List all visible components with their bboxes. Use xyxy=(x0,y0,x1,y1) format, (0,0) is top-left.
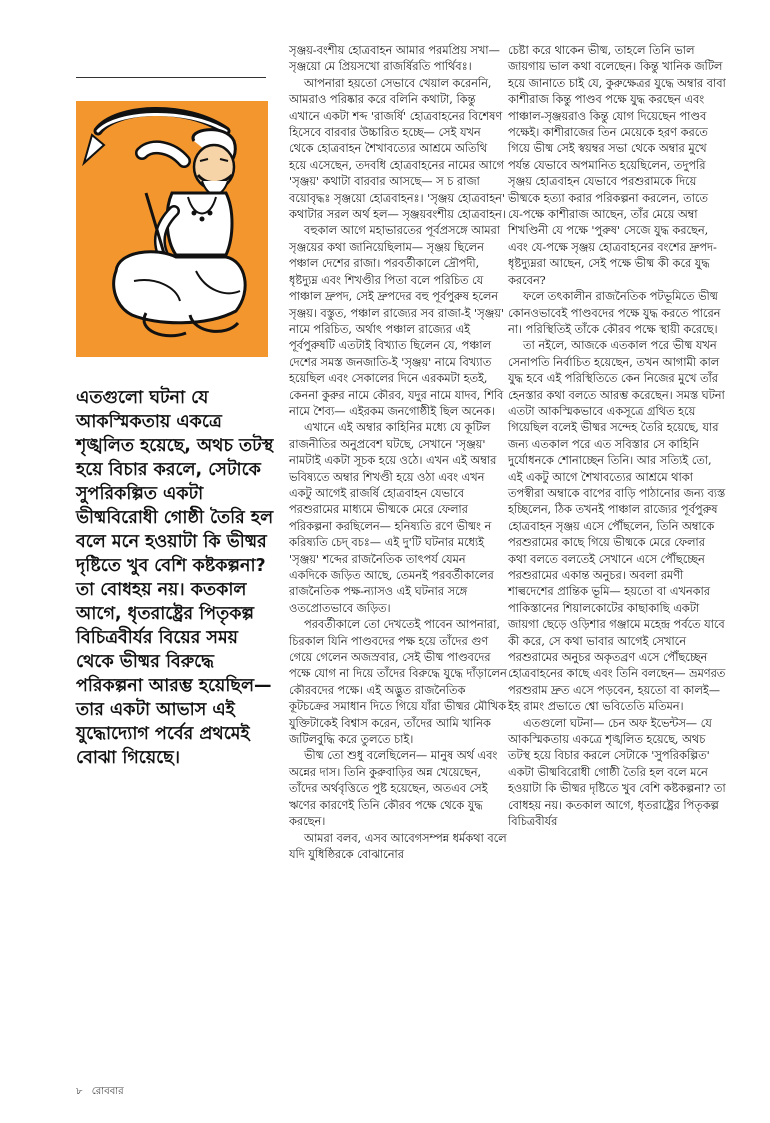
paragraph: পরবর্তীকালে তো দেখতেই পাবেন আপনারা, চিরকাল যিনি পাণ্ডবদের পক্ষ হয়ে তাঁদের গুণ গেয়ে গেলেন অজস্রবার, সেই ভীষ্ম পাণ্ডবদের পক্ষে যোগ না দিয়ে তাঁদের বিরুদ্ধে যুদ্ধে দাঁড়ালেন কৌরবদের পক্ষে। এই অদ্ভুত রাজনৈতিক কূটচক্রের সমাধান দিতে গিয়ে যাঁরা ভীষ্মর মৌখিক যুক্তিটাকেই বিশ্বাস করেন, তাঁদের আমি খানিক জটিলবুদ্ধি করে তুলতে চাই। xyxy=(289,618,507,747)
pull-quote xyxy=(76,386,276,770)
paragraph: এতগুলো ঘটনা— চেন অফ ইভেন্টস— যে আকস্মিকতায় একত্রে শৃঙ্খলিত হয়েছে, অথচ তটস্থ হয়ে বিচার করলে সেটাকে 'সুপরিকল্পিত' একটা ভীষ্মবিরোধী গোষ্ঠী তৈরি হল বলে মনে হওয়াটা কি ভীষ্মর দৃষ্টিতে খুব বেশি কষ্টকল্পনা? তা বোধহয় নয়। কতকাল আগে, ধৃতরাষ্ট্রের পিতৃকল্প বিচিত্রবীর্যর xyxy=(508,716,726,829)
paragraph: ফলে তৎকালীন রাজনৈতিক পটভূমিতে ভীষ্ম কোনওভাবেই পাণ্ডবদের পক্ষে যুদ্ধ করতে পারেন না। পরিস্থিতিই তাঁকে কৌরব পক্ষে স্থায়ী করেছে। xyxy=(508,290,721,336)
top-rule xyxy=(76,77,266,78)
paragraph: আমরা বলব, এসব আবেগসম্পন্ন ধর্মকথা বলে যদি যুধিষ্ঠিরকে বোঝানোর xyxy=(289,831,507,861)
warrior-illustration xyxy=(76,101,268,357)
article-column-middle xyxy=(289,43,507,863)
pull-quote-text: এতগুলো ঘটনা যে আকস্মিকতায় একত্রে শৃঙ্খলিত হয়েছে, অথচ তটস্থ হয়ে বিচার করলে, সেটাকে সুপরিকল্পিত একটা ভীষ্মবিরোধী গোষ্ঠী তৈরি হল বলে মনে হওয়াটা কি ভীষ্মর দৃষ্টিতে খুব বেশি কষ্টকল্পনা? তা বোধহয় নয়। কতকাল আগে, ধৃতরাষ্ট্রের পিতৃকল্প বিচিত্রবীর্যর বিয়ের সময় থেকে ভীষ্মর বিরুদ্ধে পরিকল্পনা আরম্ভ হয়েছিল— তার একটা আভাস এই যুদ্ধোদ্যোগ পর্বের প্রথমেই বোঝা গিয়েছে। xyxy=(76,388,274,768)
section-name: রোববার xyxy=(91,1086,124,1097)
paragraph: বহুকাল আগে মহাভারতের পূর্বপ্রসঙ্গে আমরা সৃঞ্জয়ের কথা জানিয়েছিলাম— সৃঞ্জয় ছিলেন পঞ্চাল দেশের রাজা। পরবর্তীকালে দ্রৌপদী, ধৃষ্টদ্যুম্ন এবং শিখণ্ডীর পিতা বলে পরিচিত যে পাঞ্চাল দ্রুপদ, সেই দ্রুপদের বহু পূর্বপুরুষ হলেন সৃঞ্জয়। বস্তুত, পঞ্চাল রাজ্যের সব রাজা-ই 'সৃঞ্জয়' নামে পরিচিত, অর্থাৎ পঞ্চাল রাজ্যের এই পূর্বপুরুষটি এতটাই বিখ্যাত ছিলেন যে, পঞ্চাল দেশের সমস্ত জনজাতি-ই 'সৃঞ্জয়' নামে বিখ্যাত হয়েছিল এবং সেকালের দিনে এরকমটা হতই, কেননা কুরুর নামে কৌরব, যদুর নামে যাদব, শিবি নামে শৈব্য— এইরকম জনগোষ্ঠীই ছিল অনেক। xyxy=(289,224,504,418)
page-number: ৮ xyxy=(76,1086,83,1097)
paragraph: এখানে এই অম্বার কাহিনির মধ্যে যে কূটিল রাজনীতির অনুপ্রবেশ ঘটছে, সেখানে 'সৃঞ্জয়' নামটাই একটা সূচক হয়ে ওঠে। এখন এই অম্বার ভবিষ্যতে অম্বার শিখণ্ডী হয়ে ওঠা এবং এখন একটু আগেই রাজর্ষি হোত্রবাহন যেভাবে পরশুরামের মাধ্যমে ভীষ্মকে মেরে ফেলার পরিকল্পনা করছিলেন— হনিষ্যতি রণে ভীষ্মং ন করিষ্যতি চেদ্‌ বচঃ— এই দু'টি ঘটনার মধ্যেই 'সৃঞ্জয়' শব্দের রাজনৈতিক তাৎপর্য যেমন একদিকে জড়িত আছে, তেমনই পরবর্তীকালের রাজনৈতিক পক্ষ-ন্যাসও এই ঘটনার সঙ্গে ওতপ্রোতভাবে জড়িত। xyxy=(289,421,497,615)
paragraph: আপনারা হয়তো সেভাবে খেয়াল করেননি, আমরাও পরিষ্কার করে বলিনি কথাটা, কিন্তু এখানে একটা শব্দ 'রাজর্ষি' হোত্রবাহনের বিশেষণ হিসেবে বারবার উচ্চারিত হচ্ছে— সেই যখন থেকে হোত্রবাহন শৈখাবত্যের আশ্রমে অতিথি হয়ে এসেছেন, তদবধি হোত্রবাহনের নামের আগে 'সৃঞ্জয়' কথাটা বারবার আসছে— স চ রাজা বয়োবৃদ্ধঃ সৃঞ্জয়ো হোত্রবাহনঃ। 'সৃঞ্জয় হোত্রবাহন' কথাটার সরল অর্থ হল— সৃঞ্জয়বংশীয় হোত্রবাহন। xyxy=(289,76,506,222)
paragraph: তা নইলে, আজকে এতকাল পরে ভীষ্ম যখন সেনাপতি নির্বাচিত হয়েছেন, তখন আগামী কাল যুদ্ধ হবে এই পরিস্থিতিতে কেন নিজের মুখে তাঁর হেনস্তার কথা বলতে আরম্ভ করেছেন। সমস্ত ঘটনা এতটা আকস্মিকভাবে একসূত্রে গ্রথিত হয়ে গিয়েছিল বলেই ভীষ্মর সন্দেহ তৈরি হয়েছে, যার জন্য এতকাল পরে এত সবিস্তার সে কাহিনি দুর্যোধনকে শোনাচ্ছেন তিনি। আর সত্যিই তো, এই একটু আগে শৈখাবত্যের আশ্রমে থাকা তপস্বীরা অম্বাকে বাপের বাড়ি পাঠানোর জন্য ব্যস্ত হচ্ছিলেন, ঠিক তখনই পাঞ্চাল রাজ্যের পূর্বপুরুষ হোত্রবাহন সৃঞ্জয় এসে পৌঁছলেন, তিনি অম্বাকে পরশুরামের কাছে গিয়ে ভীষ্মকে মেরে ফেলার কথা বলতে বলতেই সেখানে এসে পৌঁছচ্ছেন পরশুরামের একান্ত অনুচর। অবলা রমণী শাল্বদেশের প্রান্তিক ভূমি— হয়তো বা এখনকার পাকিস্তানের শিয়ালকোটের কাছাকাছি একটা জায়গা ছেড়ে ওড়িশার গঞ্জামে মহেন্দ্র পর্বতে যাবে কী করে, সে কথা ভাবার আগেই সেখানে পরশুরামের অনুচর অকৃতব্রণ এসে পৌঁছচ্ছেন হোত্রবাহনের কাছে এবং তিনি বলছেন— ভ্রমণরত পরশুরাম দ্রুত এসে পড়বেন, হয়তো বা কালই— ইহ রামং প্রভাতে শ্বো ভবিতেতি মতিমন। xyxy=(508,339,726,714)
page-footer xyxy=(76,1084,130,1101)
paragraph: চেষ্টা করে থাকেন ভীষ্ম, তাহলে তিনি ভাল জায়গায় ভাল কথা বলেছেন। কিন্তু খানিক জটিল হয়ে জানাতে চাই যে, কুরুক্ষেত্রর যুদ্ধে অম্বার বাবা কাশীরাজ কিন্তু পাণ্ডব পক্ষে যুদ্ধ করছেন এবং পাঞ্চাল-সৃঞ্জয়রাও কিন্তু যোগ দিয়েছেন পাণ্ডব পক্ষেই। কাশীরাজের তিন মেয়েকে হরণ করতে গিয়ে ভীষ্ম সেই স্বয়ম্বর সভা থেকে অম্বার মুখে পর্যন্ত যেভাবে অপমানিত হয়েছিলেন, তদুপরি সৃঞ্জয় হোত্রবাহন যেভাবে পরশুরামকে দিয়ে ভীষ্মকে হত্যা করার পরিকল্পনা করলেন, তাতে যে-পক্ষে কাশীরাজ আছেন, তাঁর মেয়ে অম্বা শিখণ্ডিনী যে পক্ষে 'পুরুষ' সেজে যুদ্ধ করছেন, এবং যে-পক্ষে সৃঞ্জয় হোত্রবাহনের বংশের দ্রুপদ-ধৃষ্টদ্যুম্নরা আছেন, সেই পক্ষে ভীষ্ম কী করে যুদ্ধ করবেন? xyxy=(508,44,726,287)
paragraph: সৃঞ্জয়-বংশীয় হোত্রবাহন আমার পরমপ্রিয় সখা— সৃঞ্জয়ো মে প্রিয়সখো রাজর্ষিরতি পার্থিবঃ। xyxy=(289,44,500,74)
paragraph: ভীষ্ম তো শুধু বলেছিলেন— মানুষ অর্থ এবং অন্নের দাস। তিনি কুরুবাড়ির অন্ন খেয়েছেন, তাঁদের অর্থবৃত্তিতে পুষ্ট হয়েছেন, অতএব সেই ঋণের কারণেই তিনি কৌরব পক্ষে থেকে যুদ্ধ করছেন। xyxy=(289,749,498,829)
article-column-right xyxy=(508,43,726,831)
